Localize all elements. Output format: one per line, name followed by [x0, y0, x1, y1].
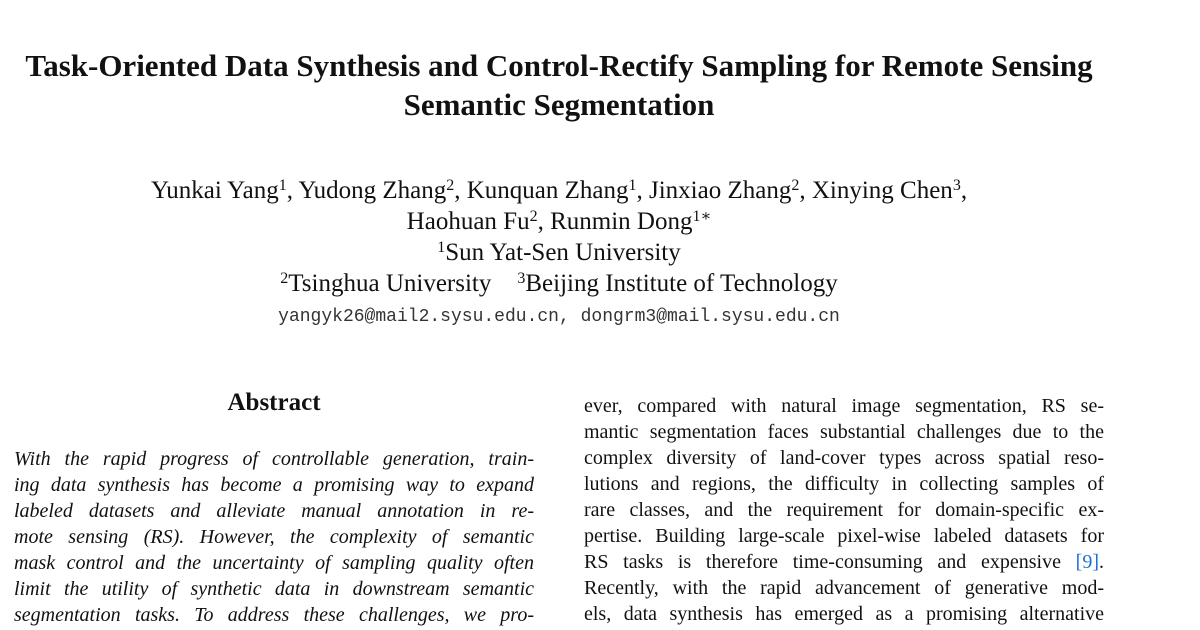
author-affiliation-mark: 2	[791, 177, 800, 194]
affiliation-name: Beijing Institute of Technology	[525, 270, 838, 297]
affiliation-name: Tsinghua University	[288, 270, 492, 297]
body-line: Recently, with the rapid advancement of generative mod-	[584, 577, 1104, 599]
affiliation-name: Sun Yat-Sen University	[445, 239, 681, 266]
abstract-line: With the rapid progress of controllable generation, train-	[14, 448, 534, 470]
author-affiliation-mark: 1∗	[692, 208, 712, 225]
author-name: Jinxiao Zhang	[649, 177, 792, 204]
body-line-with-citation	[584, 549, 1104, 575]
body-line: mantic segmentation faces substantial challenges due to the	[584, 421, 1104, 443]
affiliation-number: 3	[517, 270, 526, 287]
abstract-line: mote sensing (RS). However, the complexity of semantic	[14, 526, 534, 548]
author-separator: ,	[636, 177, 649, 204]
abstract-line: labeled datasets and alleviate manual annotation in re-	[14, 500, 534, 522]
body-line-text: RS tasks is therefore time-consuming and expensive	[584, 551, 1076, 573]
citation-link[interactable]: [9]	[1075, 551, 1099, 573]
author-line-2	[0, 206, 1118, 237]
author-separator: ,	[799, 177, 812, 204]
author-affiliation-mark: 3	[952, 177, 961, 194]
body-line: pertise. Building large-scale pixel-wise labeled datasets for	[584, 525, 1104, 547]
body-line-period: .	[1099, 551, 1104, 573]
affiliation-line-1	[0, 237, 1118, 268]
title-line-1: Task-Oriented Data Synthesis and Control-Rectify Sampling for Remote Sensing	[25, 48, 1093, 83]
author-affiliation-mark: 1	[278, 177, 287, 194]
body-line: els, data synthesis has emerged as a promising alternative	[584, 603, 1104, 625]
introduction-column	[584, 393, 1104, 627]
author-line-1	[0, 175, 1118, 206]
author-name: Yunkai Yang	[150, 177, 279, 204]
author-separator: ,	[286, 177, 299, 204]
author-emails: yangyk26@mail2.sysu.edu.cn, dongrm3@mail.sysu.edu.cn	[278, 307, 840, 327]
author-affiliation-mark: 1	[628, 177, 637, 194]
author-name: Runmin Dong	[550, 208, 693, 235]
author-separator: ,	[960, 177, 968, 204]
paper-title	[0, 46, 1118, 124]
abstract-line: ing data synthesis has become a promising way to expand	[14, 474, 534, 496]
body-line: lutions and regions, the difficulty in collecting samples of	[584, 473, 1104, 495]
author-affiliation-mark: 2	[446, 177, 455, 194]
body-line: ever, compared with natural image segmentation, RS se-	[584, 395, 1104, 417]
body-line: complex diversity of land-cover types across spatial reso-	[584, 447, 1104, 469]
abstract-heading: Abstract	[227, 389, 321, 416]
abstract-line: mask control and the uncertainty of sampling quality often	[14, 552, 534, 574]
body-line: rare classes, and the requirement for domain-specific ex-	[584, 499, 1104, 521]
author-separator: ,	[537, 208, 551, 235]
affiliation-number: 1	[437, 239, 446, 256]
abstract-line: segmentation tasks. To address these challenges, we pro-	[14, 604, 534, 626]
affiliation-line-2	[0, 268, 1118, 299]
author-affiliation-mark: 2	[529, 208, 538, 225]
author-block	[0, 175, 1118, 299]
author-name: Xinying Chen	[811, 177, 953, 204]
author-name: Haohuan Fu	[406, 208, 530, 235]
author-separator: ,	[454, 177, 467, 204]
title-line-2: Semantic Segmentation	[403, 87, 715, 122]
author-name: Yudong Zhang	[298, 177, 447, 204]
abstract-body	[14, 446, 534, 628]
affiliation-number: 2	[280, 270, 289, 287]
abstract-line: limit the utility of synthetic data in downstream semantic	[14, 578, 534, 600]
author-name: Kunquan Zhang	[466, 177, 629, 204]
